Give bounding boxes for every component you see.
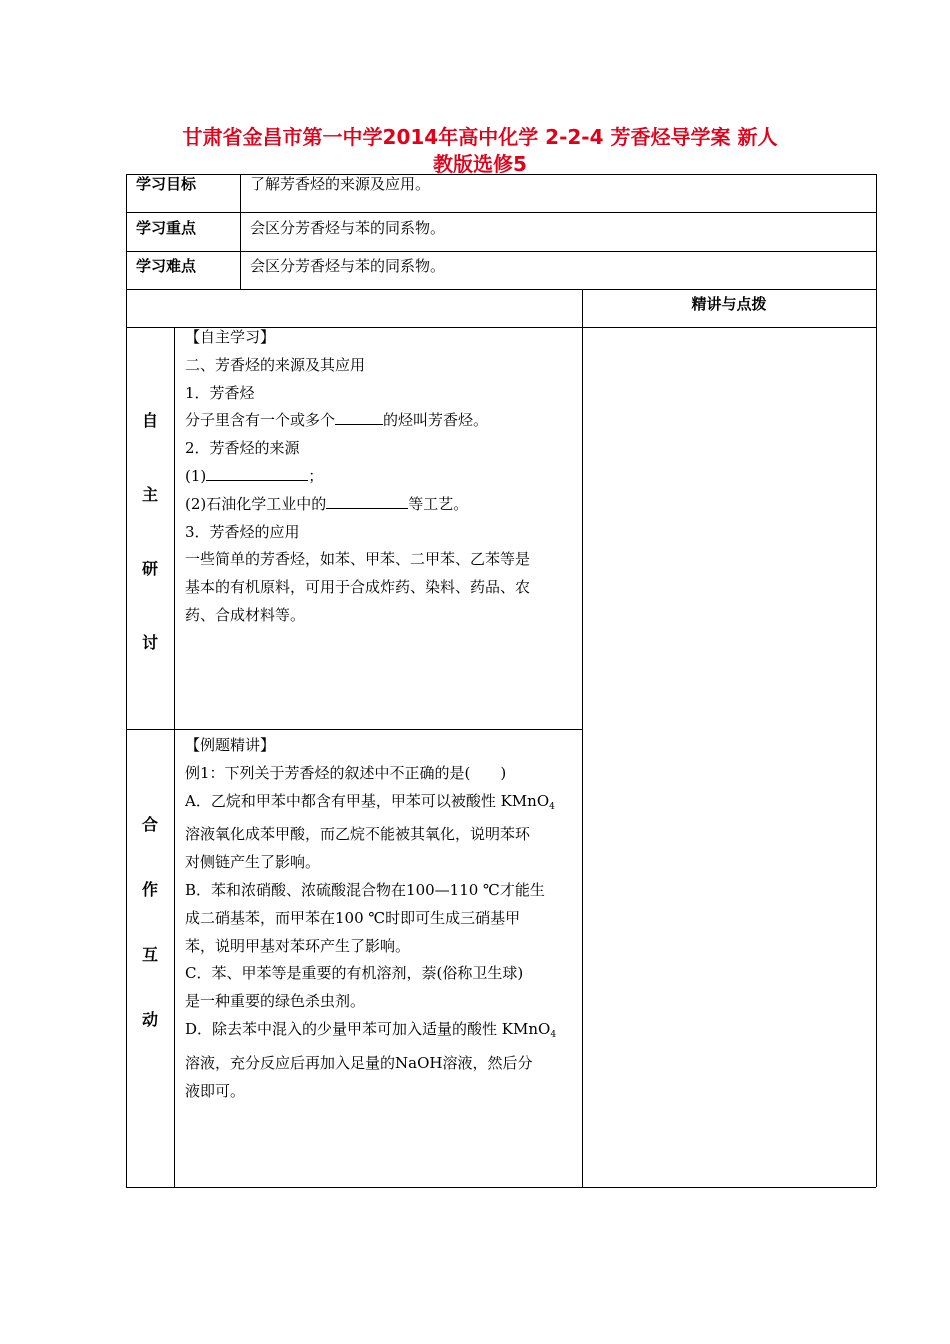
text-line: 3．芳香烃的应用 [185,522,300,541]
text-line: 基本的有机原料，可用于合成炸药、染料、药品、农 [185,578,531,597]
section1-label-char: 讨 [141,633,158,652]
option-b: B．苯和浓硝酸、浓硫酸混合物在100—110 ℃才能生 [185,880,545,899]
info-label-objective: 学习目标 [136,175,197,193]
text-line: (1) ； [185,466,324,485]
text-line: 成二硝基苯，而甲苯在100 ℃时即可生成三硝基甲 [185,908,521,927]
section2-body [185,732,577,1105]
text-line: 溶液，充分反应后再加入足量的NaOH溶液，然后分 [185,1053,533,1072]
text-line: (2)石油化学工业中的 等工艺。 [185,494,469,513]
section-heading: 【自主学习】 [185,328,276,346]
text-line: 2．芳香烃的来源 [185,439,300,458]
text-line: 液即可。 [185,1081,246,1100]
section1-body [185,324,577,630]
option-d: D．除去苯中混入的少量甲苯可加入适量的酸性 KMnO$_4$ [185,1019,557,1040]
text-line: 苯，说明甲基对苯环产生了影响。 [185,936,411,955]
text-line: 一些简单的芳香烃，如苯、甲苯、二甲苯、乙苯等是 [185,550,531,569]
info-label-key-point: 学习重点 [136,219,197,237]
text-line: 分子里含有一个或多个 的烃叫芳香烃。 [185,411,489,430]
info-value-objective: 了解芳香烃的来源及应用。 [250,175,431,193]
section2-label-char: 动 [141,1010,158,1029]
section2-label-char: 互 [141,945,158,964]
section1-label-char: 主 [141,485,158,504]
fill-blank [206,466,308,481]
fill-blank [326,494,408,509]
text-line: 溶液氧化成苯甲酸，而乙烷不能被其氧化，说明苯环 [185,825,531,844]
option-c: C．苯、甲苯等是重要的有机溶剂，萘(俗称卫生球) [185,964,524,983]
section2-label-char: 作 [141,880,158,899]
option-a: A．乙烷和甲苯中都含有甲基，甲苯可以被酸性 KMnO$_4$ [185,791,555,812]
text-line: 二、芳香烃的来源及其应用 [185,355,366,374]
document-title-line1: 甘肃省金昌市第一中学2014年高中化学 2-2-4 芳香烃导学案 新人 [182,125,778,149]
info-label-difficulty: 学习难点 [136,257,197,275]
section2-label-char: 合 [141,815,158,834]
text-line: 是一种重要的绿色杀虫剂。 [185,992,366,1011]
section-heading: 【例题精讲】 [185,736,276,754]
section1-label-char: 自 [141,411,158,430]
section1-label-char: 研 [141,559,158,578]
text-line: 药、合成材料等。 [185,605,306,624]
info-value-key-point: 会区分芳香烃与苯的同系物。 [250,219,446,237]
notes-header: 精讲与点拨 [691,295,767,313]
question-text: 例1：下列关于芳香烃的叙述中不正确的是( ) [185,763,507,782]
document-title-line2: 教版选修5 [433,152,527,176]
info-value-difficulty: 会区分芳香烃与苯的同系物。 [250,257,446,275]
fill-blank [335,410,383,425]
text-line: 对侧链产生了影响。 [185,853,321,872]
text-line: 1．芳香烃 [185,383,255,402]
